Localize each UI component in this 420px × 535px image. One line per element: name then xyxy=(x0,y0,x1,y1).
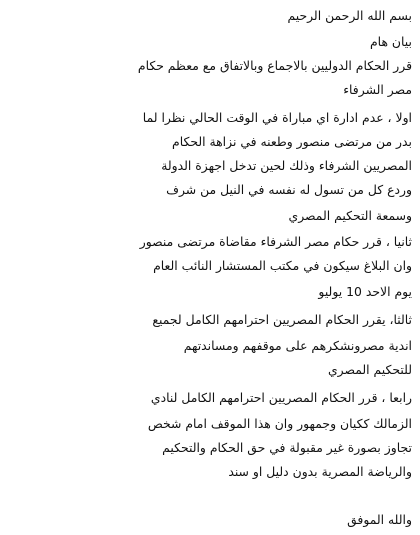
text-line-16: تجاوز بصورة غير مقبولة في حق الحكام والتحكيم xyxy=(162,440,412,455)
closing-line: والله الموفق xyxy=(347,512,412,527)
text-line-14: رابعا ، قرر الحكام المصريين احترامهم الكامل لنادي xyxy=(150,390,412,405)
text-line-3: اولا ، عدم ادارة اي مباراة في الوقت الحالي نظرا لما xyxy=(142,110,412,125)
text-line-15: الزمالك ككيان وجمهور وان هذا الموقف امام شخص xyxy=(147,416,412,431)
statement-heading: بيان هام xyxy=(370,34,412,49)
text-line-5: المصريين الشرفاء وذلك لحين تدخل اجهزة الدولة xyxy=(161,158,412,173)
text-line-1: قرر الحكام الدوليين بالاجماع وبالاتفاق مع معظم حكام xyxy=(137,58,412,73)
basmala: بسم الله الرحمن الرحيم xyxy=(287,8,412,23)
text-line-9: وان البلاغ سيكون في مكتب المستشار النائب العام xyxy=(153,258,412,273)
text-line-10: يوم الاحد 10 يوليو xyxy=(318,284,412,299)
text-line-6: وردع كل من تسول له نفسه في النيل من شرف xyxy=(166,182,412,197)
text-line-12: اندية مصرونشكرهم على موقفهم ومساندتهم xyxy=(183,338,412,353)
text-line-4: بدر من مرتضى منصور وطعنه في نزاهة الحكام xyxy=(172,134,412,149)
text-line-17: والرياضة المصرية بدون دليل او سند xyxy=(228,464,412,479)
text-line-8: ثانيا ، قرر حكام مصر الشرفاء مقاضاة مرتضى منصور xyxy=(139,234,412,249)
text-line-2: مصر الشرفاء xyxy=(343,82,412,97)
text-line-11: ثالثا، يقرر الحكام المصريين احترامهم الكامل لجميع xyxy=(152,312,412,327)
text-line-7: وسمعة التحكيم المصري xyxy=(288,208,412,223)
text-line-13: للتحكيم المصري xyxy=(327,362,412,377)
